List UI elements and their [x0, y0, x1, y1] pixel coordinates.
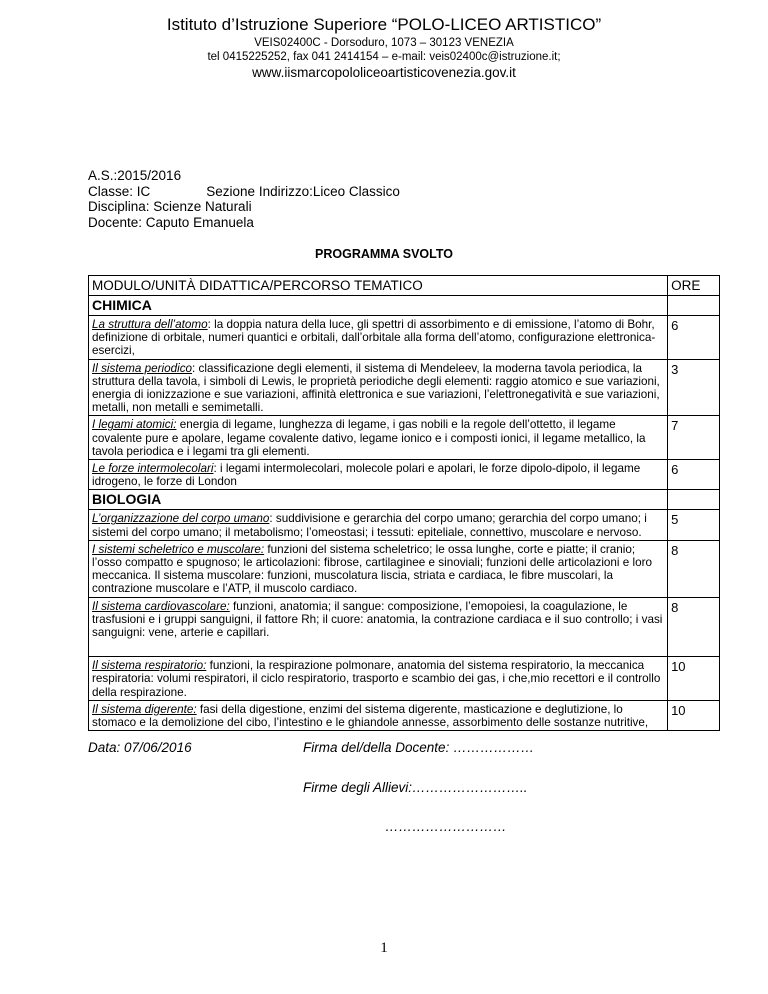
topic-title: Il sistema periodico: [92, 361, 193, 375]
topic-text: fasi della digestione, enzimi del sistema digerente, masticazione e deglutizione, lo stomaco e la demolizione del cibo, l’intestino e le ghiandole annesse, assorbimento delle sostanze nutritive,: [92, 702, 649, 730]
topic-description: [89, 540, 668, 597]
topic-title: I legami atomici:: [92, 418, 177, 432]
subject: Disciplina: Scienze Naturali: [88, 199, 252, 214]
topic-separator: :: [269, 512, 276, 526]
document-header: [0, 14, 768, 81]
table-header-row: [89, 276, 720, 296]
course-info: [88, 168, 400, 230]
topic-description: [89, 416, 668, 460]
program-title: PROGRAMMA SVOLTO: [315, 247, 453, 261]
topic-text: classificazione degli elementi, il sistema di Mendeleev, la moderna tavola periodica, la struttura della tavola, i simboli di Lewis, le proprietà periodiche degli elementi: raggio atomico e sue variazioni, energia di ionizzazione e sue variazioni, affinità elettronica e sue variazioni, l’elettronegatività e sue variazioni, metalli, non metalli e semimetalli.: [92, 361, 660, 415]
topic-text: energia di legame, lunghezza di legame, i gas nobili e la regole dell’ottetto, il legame covalente pure e apolare, legame covalente dativo, legame ionico e i composti ionici, il legame metallico, la tavola periodica e i legami tra gli elementi.: [92, 418, 646, 458]
class-line: [88, 184, 400, 200]
topic-description: [89, 359, 668, 416]
topic-hours: 7: [668, 416, 720, 460]
topic-row: [89, 359, 720, 416]
section-row: [89, 296, 720, 316]
class: Classe: IC: [88, 183, 151, 199]
school-title: Istituto d’Istruzione Superiore “POLO-LICEO ARTISTICO”: [166, 15, 602, 34]
topic-row: [89, 510, 720, 540]
school-contacts: tel 0415225252, fax 041 2414154 – e-mail: veis02400c@istruzione.it;: [207, 51, 561, 63]
cell-spacer: [92, 639, 664, 655]
school-year: A.S.:2015/2016: [88, 168, 182, 183]
topic-separator: :: [192, 361, 199, 375]
topic-text: i legami intermolecolari, molecole polari e apolari, le forze dipolo-dipolo, il legame idrogeno, le forze di London: [92, 462, 641, 489]
topic-description: [89, 460, 668, 490]
section-hours-cell: [668, 296, 720, 316]
date: Data: 07/06/2016: [88, 740, 192, 755]
students-signature-line: ………………………: [385, 819, 507, 834]
topic-text: funzioni, la respirazione polmonare, anatomia del sistema respiratorio, la meccanica respiratoria: volumi respiratori, il ciclo respiratorio, trasporto e scambio dei gas, i che,mio recettori e il controllo della respirazione.: [92, 659, 661, 699]
topic-title: I sistemi scheletrico e muscolare:: [92, 542, 265, 556]
topic-description: [89, 316, 668, 360]
section-row: [89, 490, 720, 510]
topic-description: [89, 597, 668, 657]
program-table: [88, 275, 720, 731]
topic-row: [89, 316, 720, 360]
teacher-signature: Firma del/della Docente: ………………: [303, 740, 535, 755]
students-signature: Firme degli Allievi:……………………..: [303, 780, 528, 795]
topic-text: funzioni del sistema scheletrico; le ossa lunghe, corte e piatte; il cranio; l’osso compatto e spugnoso; le articolazioni: fibrose, cartilaginee e sinoviali; funzioni delle articolazioni e loro meccanica. Il sistema muscolare: funzioni, muscolatura liscia, striata e cardiaca, le fibre muscolari, la contrazione muscolare e l’ATP, il muscolo cardiaco.: [92, 542, 653, 596]
topic-description: [89, 510, 668, 540]
topic-hours: 6: [668, 460, 720, 490]
topic-hours: 8: [668, 540, 720, 597]
topic-row: [89, 460, 720, 490]
header-hours: ORE: [668, 276, 720, 296]
topic-title: La struttura dell’atomo: [92, 318, 208, 331]
topic-title: Il sistema respiratorio:: [92, 659, 207, 673]
topic-separator: :: [207, 318, 215, 331]
topic-text: funzioni, anatomia; il sangue: composizione, l’emopoiesi, la coagulazione, le trasfusioni e i gruppi sanguigni, il fattore Rh; il cuore: anatomia, la contrazione cardiaca e il suo controllo; i vasi sanguigni: vene, arterie e capillari.: [92, 599, 663, 640]
section-name: BIOLOGIA: [89, 490, 668, 510]
topic-hours: 8: [668, 597, 720, 657]
topic-title: Il sistema digerente:: [92, 702, 197, 716]
topic-row: [89, 700, 720, 730]
topic-row: [89, 540, 720, 597]
section-name: CHIMICA: [89, 296, 668, 316]
school-website: www.iismarcopololiceoartisticovenezia.gov.it: [252, 65, 516, 80]
school-address: VEIS02400C - Dorsoduro, 1073 – 30123 VENEZIA: [254, 37, 514, 49]
topic-title: Le forze intermolecolari: [92, 462, 214, 476]
topic-hours: 6: [668, 316, 720, 360]
section: Sezione Indirizzo:Liceo Classico: [206, 183, 400, 199]
topic-description: [89, 657, 668, 701]
topic-row: [89, 416, 720, 460]
topic-title: Il sistema cardiovascolare:: [92, 599, 230, 613]
topic-hours: 10: [668, 657, 720, 701]
topic-text: la doppia natura della luce, gli spettri di assorbimento e di emissione, l’atomo di Bohr, definizione di orbitale, numeri quantici e orbitali, dall’orbitale alla forma dell’atomo, configurazione elettronica-esercizi,: [92, 318, 656, 358]
teacher: Docente: Caputo Emanuela: [88, 214, 254, 230]
section-hours-cell: [668, 490, 720, 510]
topic-separator: :: [213, 462, 220, 476]
topic-text: suddivisione e gerarchia del corpo umano; gerarchia del corpo umano; i sistemi del corpo umano; il metabolismo; l’omeostasi; i tessuti: epiteliale, connettivo, muscolare e nervoso.: [92, 512, 647, 539]
topic-title: L’organizzazione del corpo umano: [92, 512, 270, 526]
page-number: 1: [380, 940, 388, 956]
topic-row: [89, 597, 720, 657]
topic-row: [89, 657, 720, 701]
header-module: MODULO/UNITÀ DIDATTICA/PERCORSO TEMATICO: [89, 276, 668, 296]
topic-description: [89, 700, 668, 730]
topic-hours: 3: [668, 359, 720, 416]
topic-hours: 10: [668, 700, 720, 730]
topic-hours: 5: [668, 510, 720, 540]
